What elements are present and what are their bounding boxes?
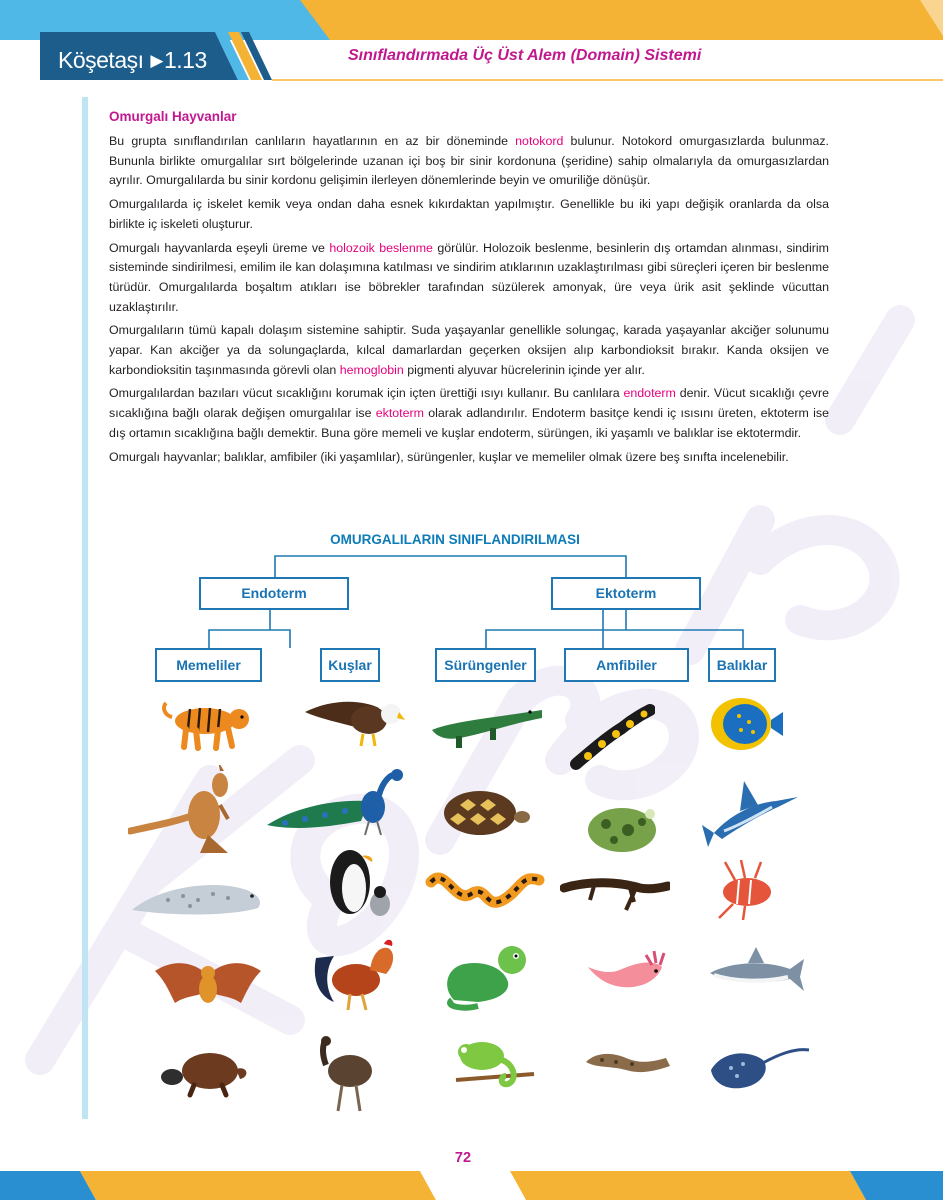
keyword: notokord: [515, 134, 564, 148]
footer-band: [0, 1165, 943, 1200]
header-subtitle: Sınıflandırmada Üç Üst Alem (Domain) Sistemi: [348, 47, 702, 64]
keyword: hemoglobin: [339, 362, 404, 377]
text-run: Omurgalılarda iç iskelet kemik veya ondan daha esnek kıkırdaktan yapılmıştır. Genellikle bu iki yapı değişik oranlarda da olsa birlikte iç iskeleti oluşturur.: [109, 197, 829, 231]
emu-icon: [312, 1035, 382, 1113]
section-number: 1.13: [163, 47, 207, 73]
rooster-icon: [310, 938, 405, 1013]
caecilian-icon: [582, 1038, 672, 1083]
keyword: ektoterm: [375, 406, 424, 421]
node-endoterm: Endoterm: [199, 577, 349, 610]
node-baliklar: Balıklar: [708, 648, 776, 682]
node-memeliler: Memeliler: [155, 648, 262, 682]
chameleon-icon: [452, 1030, 537, 1095]
lionfish-icon: [705, 860, 785, 920]
keyword: endoterm: [623, 386, 676, 401]
seal-icon: [128, 870, 266, 920]
text-run: pigmenti alyuvar hücrelerinin içinde yer alır.: [403, 362, 645, 377]
iguana-icon: [438, 940, 535, 1012]
crocodile-icon: [430, 702, 545, 752]
page-number: 72: [454, 1150, 472, 1166]
swordfish-icon: [700, 775, 800, 855]
text-run: görülür. Holozoik beslenme, besinlerin dış ortamdan alınması, sindirim sisteminde sindirilmesi, emilim ile kan dolaşımına katılması ve sindirim atıklarının uzaklaştırılması gibi süreçleri içeren bir beslenme türüdür. Omurgalılarda boşaltım atıkları ise böbrekler tarafından süzülerek amonyak, üre veya ürik asit şeklinde vücuttan uzaklaştırılır.: [109, 240, 829, 314]
snake-icon: [425, 860, 545, 920]
eagle-icon: [303, 690, 405, 750]
keyword: holozoik beslenme: [329, 240, 433, 255]
angelfish-icon: [705, 692, 785, 757]
penguin-icon: [322, 842, 397, 917]
arrow-icon: ▶: [150, 51, 163, 70]
text-run: denir. Vücut sıcaklığı çevre sıcaklığına bağlı olarak değişen omurgalılar ise: [109, 386, 829, 421]
text-run: olarak adlandırılır. Endoterm basitçe kendi iç ısısını üreten, ektoterm ise dış ortamın sıcaklığına bağlı demektir. Buna göre memeli ve kuşlar endoterm, sürüngen, iki yaşamlı ve balıklar ise ektotermdir.: [109, 406, 829, 440]
bat-icon: [153, 955, 263, 1013]
frog-icon: [582, 800, 662, 855]
node-ektoterm: Ektoterm: [551, 577, 701, 610]
stingray-icon: [705, 1040, 810, 1095]
text-run: Omurgalı hayvanlarda eşeyli üreme ve: [109, 240, 330, 255]
axolotl-icon: [582, 945, 672, 1005]
text-run: bulunur. Notokord omurgasızlarda bulunmaz. Bununla birlikte omurgalılar sırt bölgelerinde uzanan içi boş bir sinir kordonuna (şeridine) sahip olmalarıyla da omurgasızlardan ayrılır. Omurgalılarda bu sinir kordonu gelişimin ilerleyen dönemlerinde beyin ve omuriliğe dönüşür.: [109, 134, 829, 188]
shark-icon: [708, 945, 806, 1000]
section-title: Omurgalı Hayvanlar: [109, 109, 237, 124]
book-name: Köşetaşı: [58, 47, 144, 73]
node-kuslar: Kuşlar: [320, 648, 380, 682]
node-amfibiler: Amfibiler: [564, 648, 689, 682]
peacock-icon: [265, 765, 405, 837]
node-surungenler: Sürüngenler: [435, 648, 536, 682]
text-run: Omurgalı hayvanlar; balıklar, amfibiler (iki yaşamlılar), sürüngenler, kuşlar ve memeliler olmak üzere beş sınıfta incelenebilir.: [109, 449, 789, 464]
tiger-icon: [160, 695, 255, 753]
text-run: Bu grupta sınıflandırılan canlıların hayatlarının en az bir döneminde: [109, 134, 516, 148]
kangaroo-icon: [128, 765, 243, 855]
newt-icon: [560, 870, 670, 915]
salamander-icon: [570, 702, 655, 772]
text-run: Omurgalılardan bazıları vücut sıcaklığını korumak için içten ürettiği ısıyı kullanır. Bu canlılara: [109, 386, 624, 401]
tortoise-icon: [432, 785, 532, 840]
diagram-title: OMURGALILARIN SINIFLANDIRILMASI: [330, 532, 580, 547]
platypus-icon: [160, 1043, 250, 1098]
text-run: Omurgalıların tümü kapalı dolaşım sistemine sahiptir. Suda yaşayanlar genellikle solungaç, karada yaşayanlar akciğer solunumu yapar. Kan akciğer ya da solungaçlarda, kılcal damarlardan geçerken oksijen alıp karbondioksit bırakır. Kanda oksijen ve karbondioksitin taşınmasında görevli olan: [109, 323, 829, 377]
